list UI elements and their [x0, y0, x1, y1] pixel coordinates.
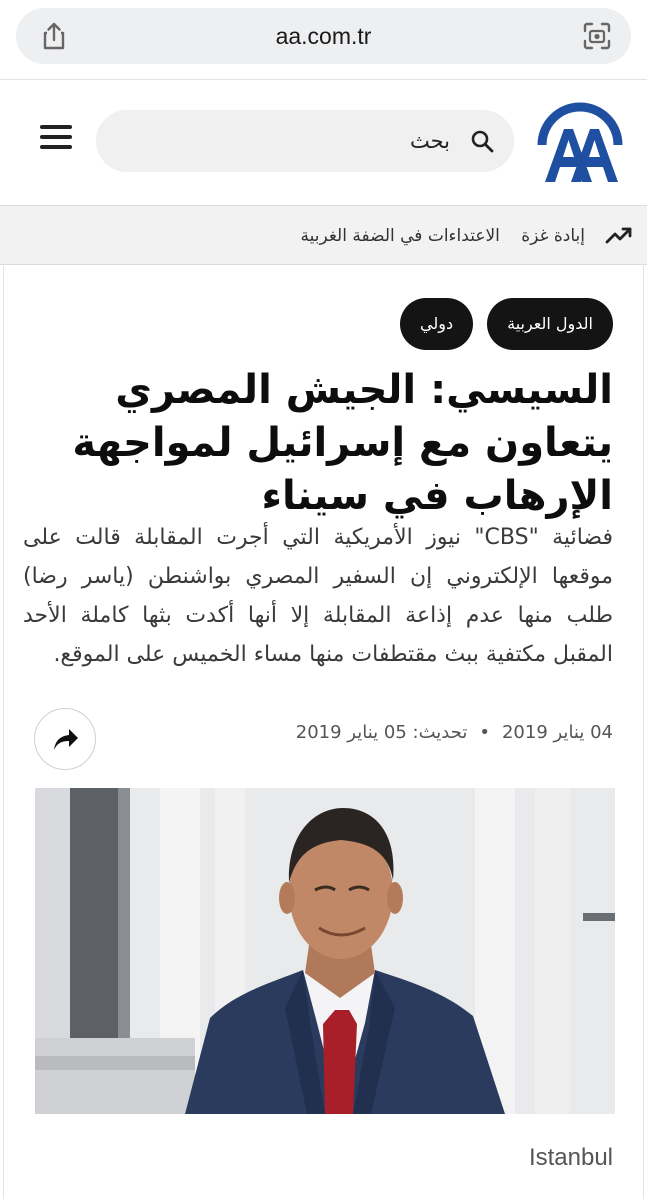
address-bar[interactable] [16, 8, 631, 64]
article-location: Istanbul [528, 1144, 613, 1171]
share-arrow-icon [52, 727, 80, 753]
article-dates [296, 722, 613, 743]
search-icon[interactable] [470, 129, 494, 153]
search-box[interactable] [96, 110, 514, 172]
updated-date: تحديث: 05 يناير 2019 [295, 722, 468, 743]
url-text[interactable]: aa.com.tr [275, 23, 372, 49]
site-header [0, 81, 647, 205]
browser-toolbar [0, 0, 647, 80]
search-label: بحث [409, 129, 450, 153]
aa-logo[interactable] [537, 99, 623, 185]
tag-international[interactable]: دولي [400, 298, 473, 350]
category-tags [400, 298, 613, 350]
date-separator: • [479, 722, 490, 743]
scan-icon[interactable] [581, 20, 613, 52]
article-headline: السيسي: الجيش المصري يتعاون مع إسرائيل لمواجهة الإرهاب في سيناء [72, 367, 613, 519]
tag-arab-countries[interactable]: الدول العربية [487, 298, 613, 350]
share-button[interactable] [34, 708, 96, 770]
article-summary: فضائية "CBS" نيوز الأمريكية التي أجرت المقابلة قالت على موقعها الإلكتروني إن السفير المصري بواشنطن (ياسر رضا) طلب منها عدم إذاعة المقابلة إلا أنها أكدت بثها كاملة الأحد المقبل مكتفية ببث مقتطفات منها مساء الخميس على الموقع. [23, 525, 613, 667]
trending-bar [0, 205, 647, 265]
published-date: 04 يناير 2019 [501, 722, 613, 743]
article-card [3, 266, 644, 1199]
trending-link[interactable]: إبادة غزة [521, 226, 585, 246]
trending-up-icon [605, 224, 633, 246]
trending-link[interactable]: الاعتداءات في الضفة الغربية [300, 226, 500, 246]
article-photo [35, 788, 615, 1114]
hamburger-menu-icon[interactable] [40, 125, 72, 153]
trending-links [285, 206, 586, 266]
